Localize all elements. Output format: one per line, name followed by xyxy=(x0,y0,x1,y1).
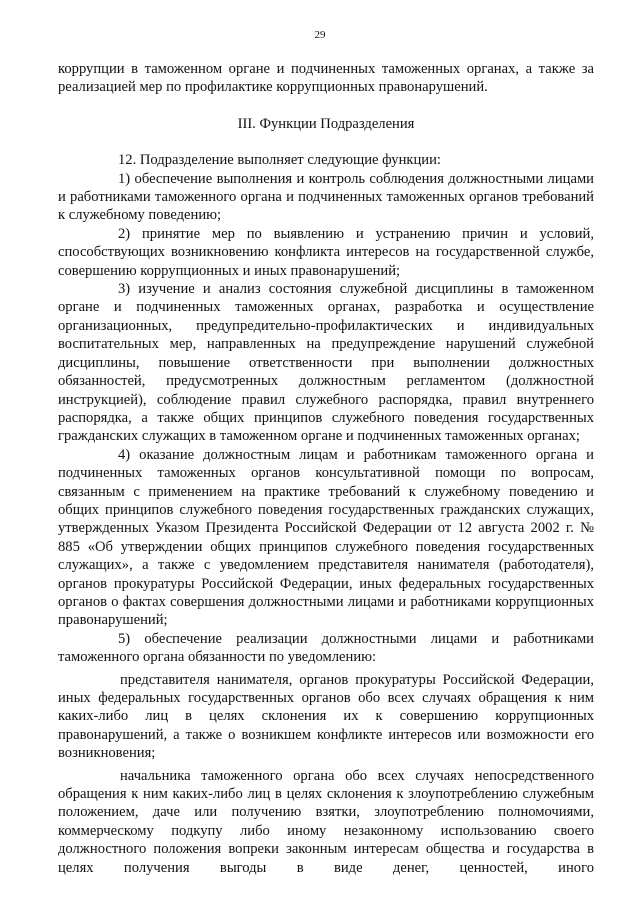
intro-paragraph: коррупции в таможенном органе и подчиненных таможенных органах, а также за реализацией мер по профилактике коррупционных правонарушений. xyxy=(58,61,594,96)
function-item-1: 1) обеспечение выполнения и контроль соблюдения должностными лицами и работниками таможенного органа и подчиненных таможенных органов требований к служебному поведению; xyxy=(58,170,594,224)
function-item-2: 2) принятие мер по выявлению и устранению причин и условий, способствующих возникновению конфликта интересов на государственной службе, совершению коррупционных и иных правонарушений; xyxy=(58,225,594,279)
function-item-5-subparagraph-2: начальника таможенного органа обо всех случаях непосредственного обращения к ним каких-либо лиц в целях склонения к злоупотреблению служебным положением, даче или получению взятки, злоупотреблению полномочиями, коммерческому подкупу либо иному незаконному использованию своего должностного положения вопреки законным интересам общества и государства в целях получения выгоды в виде денег, ценностей, иного xyxy=(58,767,594,876)
page-number: 29 xyxy=(314,29,326,41)
section-title: III. Функции Подразделения xyxy=(237,115,415,132)
function-item-3: 3) изучение и анализ состояния служебной дисциплины в таможенном органе и подчиненных таможенных органах, разработка и осуществление организационных, предупредительно-профилактических и индивидуальных воспитательных мер, направленных на предупреждение нарушений служебной дисциплины, повышение ответственности при выполнении должностных обязанностей, предусмотренных должностным регламентом (должностной инструкцией), соблюдение правил служебного распорядка, правил внутреннего распорядка, а также общих принципов служебного поведения государственных гражданских служащих в таможенном органе и подчиненных таможенных органах; xyxy=(58,281,594,445)
function-item-5: 5) обеспечение реализации должностными лицами и работниками таможенного органа обязанности по уведомлению: xyxy=(58,630,594,666)
function-item-5-subparagraph-1: представителя нанимателя, органов прокуратуры Российской Федерации, иных федеральных государственных органов обо всех случаях обращения к ним каких-либо лиц в целях склонения их к совершению коррупционных правонарушений, а также о возникшем конфликте интересов или возможности его возникновения; xyxy=(58,671,594,762)
function-item-4: 4) оказание должностным лицам и работникам таможенного органа и подчиненных таможенных органов консультативной помощи по вопросам, связанным с применением на практике требований к служебному поведению и общих принципов служебного поведения государственных гражданских служащих, утвержденных Указом Президента Российской Федерации от 12 августа 2002 г. № 885 «Об утверждении общих принципов служебного поведения государственных служащих», а также с уведомлением представителя нанимателя (работодателя), органов прокуратуры Российской Федерации, иных федеральных государственных органов о фактах совершения должностными лицами и работниками коррупционных правонарушений; xyxy=(58,446,594,629)
document-body xyxy=(58,60,594,877)
clause-12: 12. Подразделение выполняет следующие функции: xyxy=(118,152,441,169)
